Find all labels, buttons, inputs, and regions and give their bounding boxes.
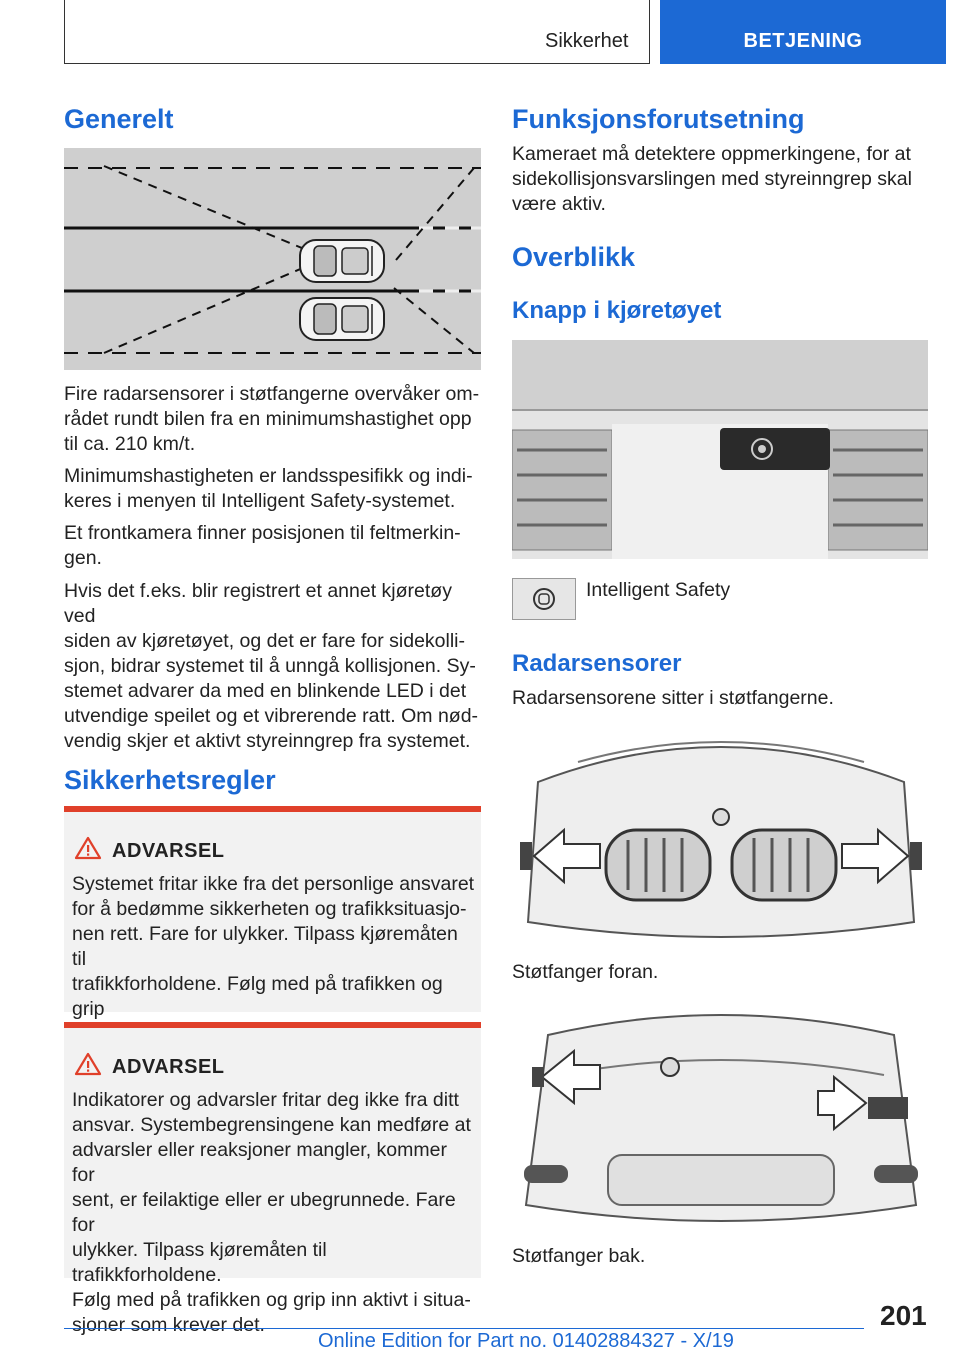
lane-diagram-figure bbox=[64, 148, 481, 370]
warning-heading-2: ADVARSEL bbox=[112, 1056, 225, 1078]
heading-radarsensorer: Radarsensorer bbox=[512, 650, 682, 677]
paragraph-3: Et frontkamera finner posisjonen til feltmerkin- gen. bbox=[64, 522, 461, 569]
chapter-tab[interactable] bbox=[660, 0, 946, 64]
rear-bumper-figure bbox=[518, 1005, 924, 1230]
warning-text-1: Systemet fritar ikke fra det personlige ansvaret for å bedømme sikkerheten og trafikksituasjo- nen rett. Fare for ulykker. Tilpass kjøremåten til trafikkforholdene. Følg med på trafikken og grip bbox=[72, 873, 475, 1020]
funksjon-paragraph: Kameraet må detektere oppmerkingene, for at sidekollisjonsvarslingen med styreinngrep skal være aktiv. bbox=[512, 143, 912, 215]
heading-funksjonsforutsetning: Funksjonsforutsetning bbox=[512, 104, 805, 134]
warning-box-2 bbox=[64, 1022, 481, 1336]
warning-box-1 bbox=[64, 806, 481, 1020]
dashboard-button-figure bbox=[512, 340, 928, 559]
button-caption: Intelligent Safety bbox=[586, 579, 731, 601]
paragraph-1: Fire radarsensorer i støtfangerne overvåker om- rådet rundt bilen fra en minimumshastighet opp til ca. 210 km/t. bbox=[64, 383, 480, 455]
heading-generelt: Generelt bbox=[64, 104, 174, 134]
chapter-title: BETJENING bbox=[743, 30, 863, 52]
footer-divider bbox=[64, 1328, 864, 1329]
warning-heading-1: ADVARSEL bbox=[112, 840, 225, 862]
heading-knapp: Knapp i kjøretøyet bbox=[512, 297, 722, 324]
intelligent-safety-button[interactable] bbox=[512, 578, 576, 620]
caption-front: Støtfanger foran. bbox=[512, 961, 659, 983]
footer-edition: Online Edition for Part no. 01402884327 - X/19 bbox=[318, 1330, 734, 1352]
page-number: 201 bbox=[880, 1300, 927, 1331]
caption-rear: Støtfanger bak. bbox=[512, 1245, 646, 1267]
paragraph-2: Minimumshastigheten er landsspesifikk og indi- keres i menyen til Intelligent Safety-systemet. bbox=[64, 465, 473, 512]
front-bumper-figure bbox=[518, 722, 924, 944]
radar-paragraph: Radarsensorene sitter i støtfangerne. bbox=[512, 687, 834, 709]
heading-sikkerhetsregler: Sikkerhetsregler bbox=[64, 765, 276, 795]
paragraph-4: Hvis det f.eks. blir registrert et annet kjøretøy ved siden av kjøretøyet, og det er fare for sidekolli- sjon, bidrar systemet til å unngå kollisjonen. Sy- stemet advarer da med en blinkende LED i det utvendige speilet og et vibrerende ratt. Om nød- vendig skjer et aktivt styreinngrep fra systemet. bbox=[64, 580, 479, 752]
warning-triangle-icon bbox=[74, 1052, 102, 1076]
warning-text-2: Indikatorer og advarsler fritar deg ikke fra ditt ansvar. Systembegrensingene kan medføre at advarsler eller reaksjoner mangler, kommer for sent, er feilaktige eller er ubegrunnede. Fare for ulykker. Tilpass kjøremåten til trafikkforholdene. Følg med på trafikken og grip inn aktivt i situa- sjoner som krever det. bbox=[72, 1089, 471, 1336]
warning-triangle-icon bbox=[74, 836, 102, 860]
intelligent-safety-icon bbox=[513, 579, 575, 619]
section-title: Sikkerhet bbox=[545, 30, 629, 52]
heading-overblikk: Overblikk bbox=[512, 242, 636, 272]
